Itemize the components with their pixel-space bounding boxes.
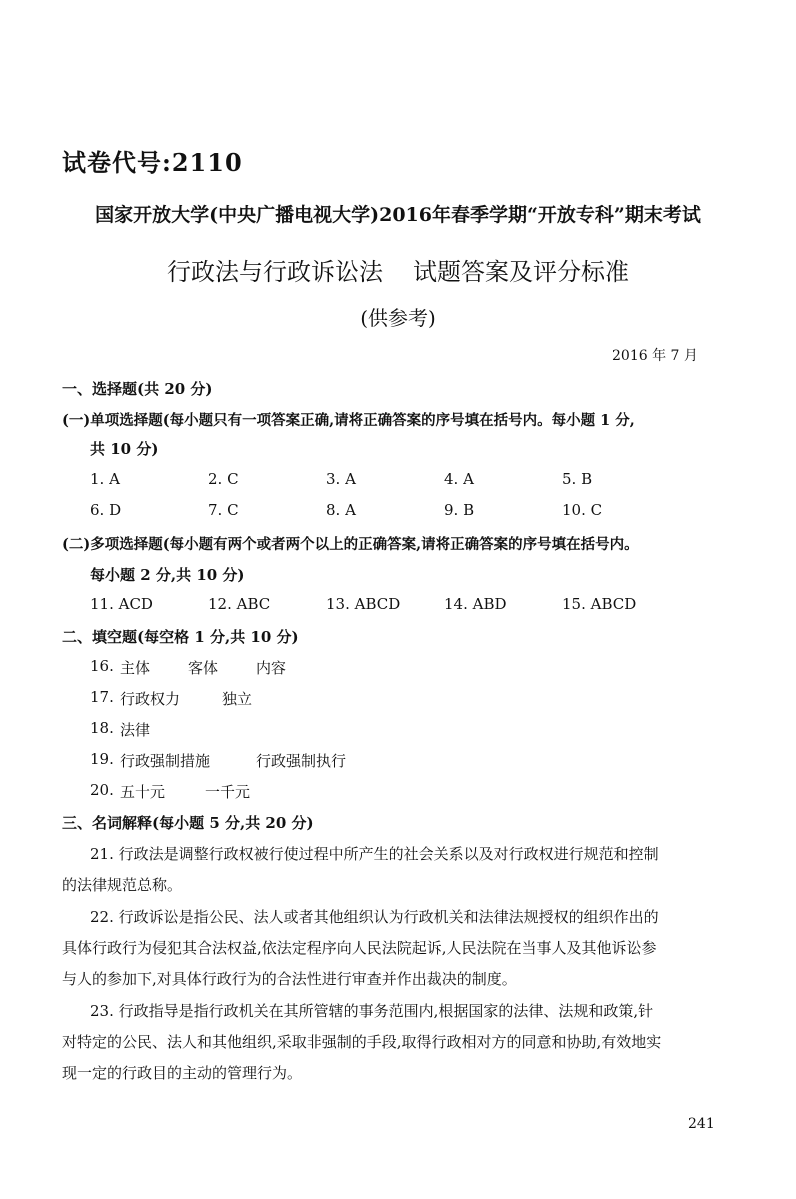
multi-choice-title-line2: 每小题 2 分,共 10 分) [90, 566, 245, 584]
answer-12: 12. ABC [208, 595, 271, 613]
document-type: 试题答案及评分标准 [413, 258, 629, 286]
answer-9: 9. B [444, 501, 475, 519]
q23-line2: 对特定的公民、法人和其他组织,采取非强制的手段,取得行政相对方的同意和协助,有效地实 [62, 1033, 662, 1051]
answer-8: 8. A [326, 501, 356, 519]
fill-20-b: 一千元 [205, 783, 251, 801]
section3-title: 三、名词解释(每小题 5 分,共 20 分) [62, 814, 314, 832]
q22-line1: 22. 行政诉讼是指公民、法人或者其他组织认为行政机关和法律法规授权的组织作出的 [90, 908, 659, 926]
fill-16-c: 内容 [256, 659, 287, 677]
q22-line3: 与人的参加下,对具体行政行为的合法性进行审查并作出裁决的制度。 [62, 970, 517, 988]
fill-num-20: 20. [90, 781, 114, 799]
answer-3: 3. A [326, 470, 356, 488]
answer-14: 14. ABD [444, 595, 507, 613]
reference-note: (供参考) [360, 306, 436, 330]
exam-date: 2016 年 7 月 [612, 348, 698, 364]
answer-4: 4. A [444, 470, 474, 488]
answer-15: 15. ABCD [562, 595, 637, 613]
fill-num-18: 18. [90, 719, 114, 737]
exam-code: 试卷代号:2110 [62, 148, 243, 177]
q23-line3: 现一定的行政目的主动的管理行为。 [62, 1064, 303, 1082]
fill-19-b: 行政强制执行 [256, 752, 347, 770]
fill-num-16: 16. [90, 657, 114, 675]
fill-num-19: 19. [90, 750, 114, 768]
fill-19-a: 行政强制措施 [120, 752, 211, 770]
fill-16-a: 主体 [120, 659, 151, 677]
answer-2: 2. C [208, 470, 239, 488]
answer-6: 6. D [90, 501, 122, 519]
section2-title: 二、填空题(每空格 1 分,共 10 分) [62, 628, 299, 646]
answer-1: 1. A [90, 470, 120, 488]
single-choice-title-line2: 共 10 分) [90, 440, 159, 458]
subject-name: 行政法与行政诉讼法 [167, 258, 383, 286]
multi-choice-title-line1: (二)多项选择题(每小题有两个或者两个以上的正确答案,请将正确答案的序号填在括号内。 [62, 536, 639, 553]
answer-5: 5. B [562, 470, 593, 488]
q21-line1: 21. 行政法是调整行政权被行使过程中所产生的社会关系以及对行政权进行规范和控制 [90, 845, 659, 863]
fill-17-a: 行政权力 [120, 690, 181, 708]
answer-13: 13. ABCD [326, 595, 401, 613]
page-number: 241 [688, 1116, 715, 1132]
answer-7: 7. C [208, 501, 239, 519]
q22-line2: 具体行政行为侵犯其合法权益,依法定程序向人民法院起诉,人民法院在当事人及其他诉讼参 [62, 939, 657, 957]
subject-title [0, 252, 796, 287]
section1-title: 一、选择题(共 20 分) [62, 380, 213, 398]
single-choice-title-line1: (一)单项选择题(每小题只有一项答案正确,请将正确答案的序号填在括号内。每小题 1 分, [62, 412, 635, 429]
fill-20-a: 五十元 [120, 783, 166, 801]
q21-line2: 的法律规范总称。 [62, 876, 183, 894]
q23-line1: 23. 行政指导是指行政机关在其所管辖的事务范围内,根据国家的法律、法规和政策,针 [90, 1002, 654, 1020]
fill-17-b: 独立 [222, 690, 253, 708]
university-exam-title: 国家开放大学(中央广播电视大学)2016年春季学期“开放专科”期末考试 [95, 204, 701, 226]
fill-num-17: 17. [90, 688, 114, 706]
fill-16-b: 客体 [188, 659, 219, 677]
answer-10: 10. C [562, 501, 603, 519]
fill-18-a: 法律 [120, 721, 151, 739]
answer-11: 11. ACD [90, 595, 153, 613]
